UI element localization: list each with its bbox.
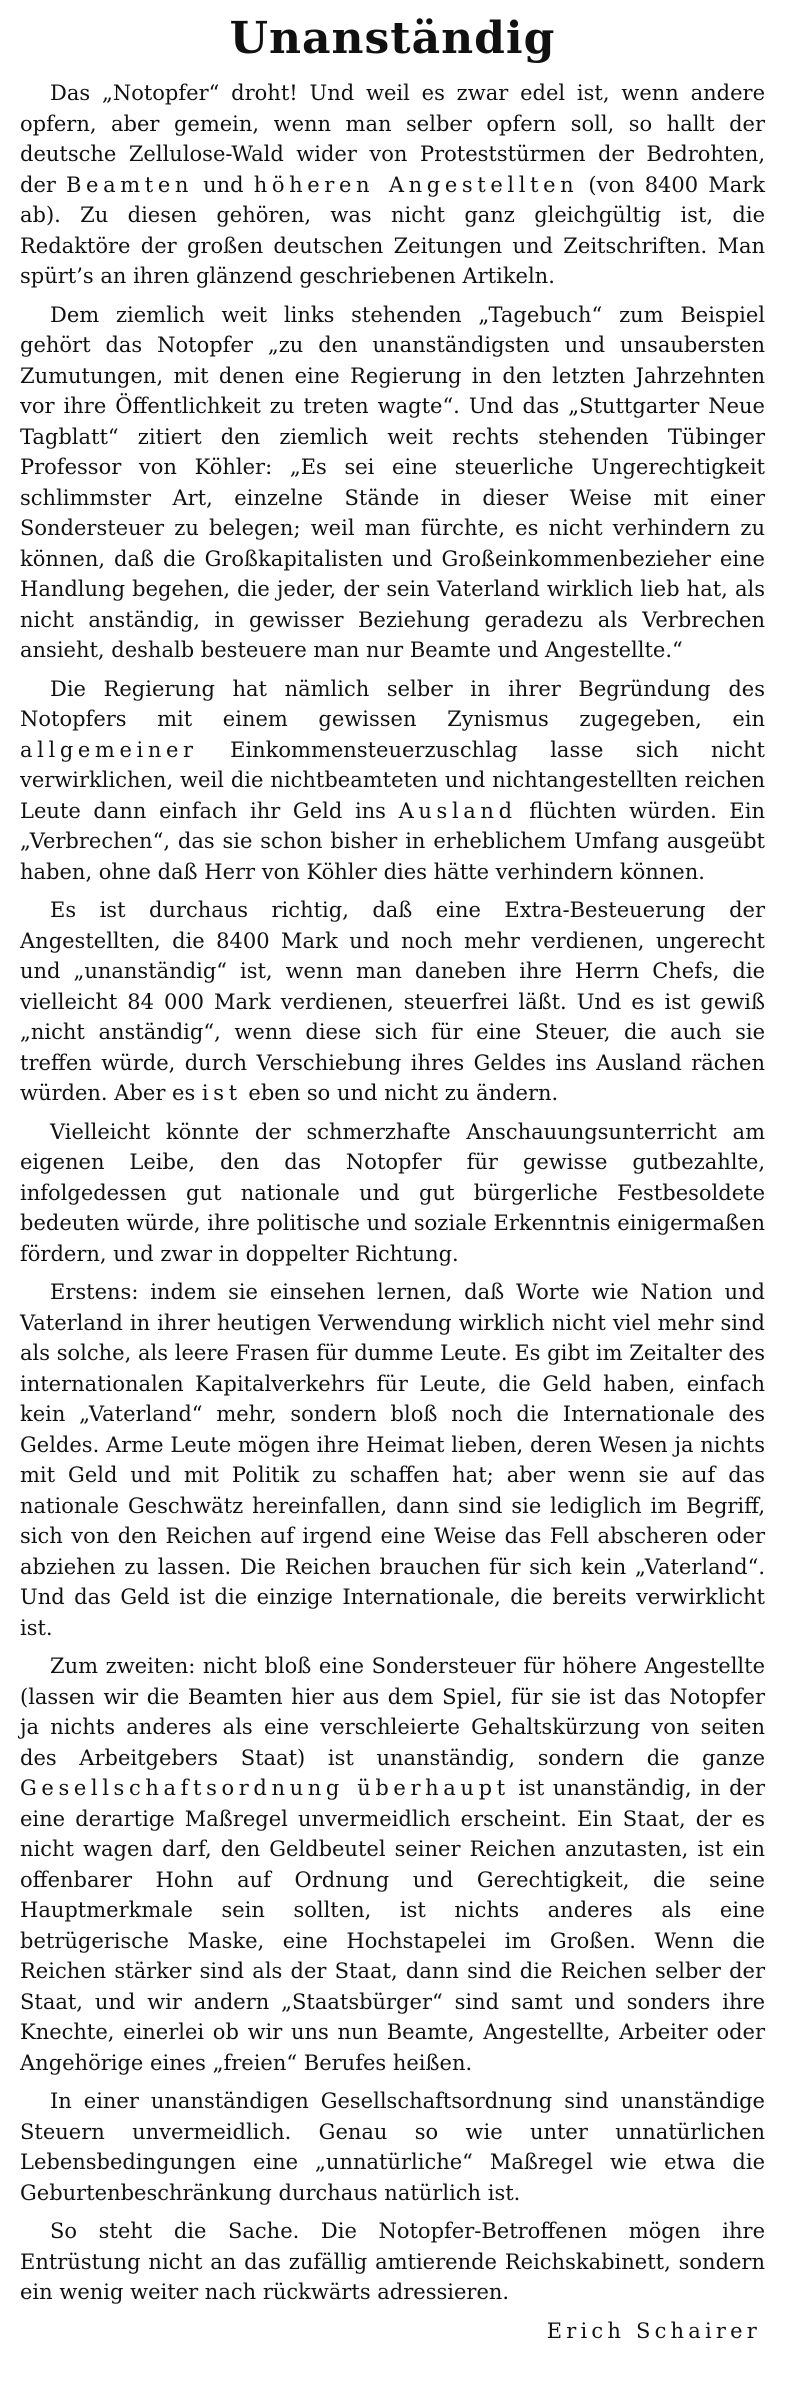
letterspaced-emphasis: Gesellschaftsordnung überhaupt xyxy=(20,1776,510,1800)
article-paragraph xyxy=(20,895,765,1109)
paragraph-text: In einer unanständigen Gesellschaftsordnung sind unanständige Steuern unvermeidlich. Genau so wie unter unnatürlichen Lebensbedingungen eine „unnatürliche“ Maßregel wie etwa die Geburtenbeschränkung durchaus natürlich ist. xyxy=(20,2089,765,2205)
article-paragraph xyxy=(20,2216,765,2308)
paragraph-text: (von 8400 Mark ab). Zu diesen gehören, was nicht ganz gleichgültig ist, die Redaktöre der großen deutschen Zeitungen und Zeitschriften. Man spürt’s an ihren glänzend geschriebenen Artikeln. xyxy=(20,172,766,288)
paragraph-text: eben so und nicht zu ändern. xyxy=(241,1081,559,1105)
paragraph-text: Es ist durchaus richtig, daß eine Extra-Besteuerung der Angestellten, die 8400 Mark und noch mehr verdienen, ungerecht und „unanständig“ ist, wenn man daneben ihre Herrn Chefs, die vielleicht 84 000 Mark verdienen, steuerfrei läßt. Und es ist gewiß „nicht anständig“, wenn diese sich für eine Steuer, die auch sie treffen würde, durch Verschiebung ihres Geldes ins Ausland rächen würden. Aber es xyxy=(20,898,765,1105)
paragraph-text: Zum zweiten: nicht bloß eine Sondersteuer für höhere Angestellte (lassen wir die Beamten hier aus dem Spiel, für sie ist das Notopfer ja nichts anderes als eine verschleierte Gehaltskürzung von seiten des Arbeitgebers Staat) ist unanständig, sondern die ganze xyxy=(20,1654,765,1770)
paragraph-text: Erstens: indem sie einsehen lernen, daß Worte wie Nation und Vaterland in ihrer heutigen Verwendung wirklich nicht viel mehr sind als solche, als leere Frasen für dumme Leute. Es gibt im Zeitalter des internationalen Kapitalverkehrs für Leute, die Geld haben, einfach kein „Vaterland“ mehr, sondern bloß noch die Internationale des Geldes. Arme Leute mögen ihre Heimat lieben, deren Wesen ja nichts mit Geld und mit Politik zu schaffen hat; aber wenn sie auf das nationale Geschwätz hereinfallen, dann sind sie lediglich im Begriff, sich von den Reichen auf irgend eine Weise das Fell abscheren oder abziehen zu lassen. Die Reichen brauchen für sich kein „Vaterland“. Und das Geld ist die einzige Internationale, die bereits verwirklicht ist. xyxy=(20,1280,765,1640)
paragraph-text: Dem ziemlich weit links stehenden „Tagebuch“ zum Beispiel gehört das Notopfer „zu den unanständigsten und unsaubersten Zumutungen, mit denen eine Regierung in den letzten Jahrzehnten vor ihre Öffentlichkeit zu treten wagte“. Und das „Stuttgarter Neue Tagblatt“ zitiert den ziemlich weit rechts stehenden Tübinger Professor von Köhler: „Es sei eine steuerliche Ungerechtigkeit schlimmster Art, einzelne Stände in dieser Weise mit einer Sondersteuer zu belegen; weil man fürchte, es nicht verhindern zu können, daß die Großkapitalisten und Großeinkommenbezieher eine Handlung begehen, die jeder, der sein Vaterland wirklich lieb hat, als nicht anständig, in gewisser Beziehung geradezu als Verbrechen ansieht, deshalb besteuere man nur Beamte und Angestellte.“ xyxy=(20,302,765,662)
paragraph-text: Vielleicht könnte der schmerzhafte Anschauungsunterricht am eigenen Leibe, den das Notopfer für gewisse gutbezahlte, infolgedessen gut nationale und gut bürgerliche Festbesoldete bedeuten würde, ihre politische und soziale Erkenntnis einigermaßen fördern, und zwar in doppelter Richtung. xyxy=(20,1119,765,1266)
article-paragraph xyxy=(20,1651,765,2078)
article-paragraph xyxy=(20,1117,765,1270)
author-signature: Erich Schairer xyxy=(546,2318,761,2343)
paragraph-text: und xyxy=(193,172,254,197)
article-paragraph xyxy=(20,300,765,666)
paragraph-text: flüchten würden. Ein „Verbrechen“, das sie schon bisher in erheblichem Umfang ausgeübt haben, ohne daß Herr von Köhler dies hätte verhindern können. xyxy=(20,798,765,884)
article-title: Unanständig xyxy=(229,13,556,64)
letterspaced-emphasis: höheren Angestellten xyxy=(253,172,579,197)
article-body xyxy=(20,78,765,2308)
article-paragraph xyxy=(20,1277,765,1643)
letterspaced-emphasis: Beamten xyxy=(66,172,194,197)
paragraph-text: Das „Notopfer“ droht! Und weil es zwar edel ist, wenn andere opfern, aber gemein, wenn man selber opfern soll, so hallt der deutsche Zellulose-Wald wider von Proteststürmen der Bedrohten, der xyxy=(20,81,765,197)
article-paragraph xyxy=(20,674,765,888)
paragraph-text: ist unanständig, in der eine derartige Maßregel unvermeidlich erscheint. Ein Staat, der es nicht wagen darf, den Geldbeutel seiner Reichen anzutasten, ist ein offenbarer Hohn auf Ordnung und Gerechtigkeit, die seine Hauptmerkmale sein sollten, ist nichts anderes als eine betrügerische Maske, eine Hochstapelei im Großen. Wenn die Reichen stärker sind als der Staat, dann sind die Reichen selber der Staat, und wir andern „Staatsbürger“ sind samt und sonders ihre Knechte, einerlei ob wir uns nun Beamte, Angestellte, Arbeiter oder Angehörige eines „freien“ Berufes heißen. xyxy=(20,1776,765,2075)
letterspaced-emphasis: allgemeiner xyxy=(20,737,198,762)
letterspaced-emphasis: ist xyxy=(201,1081,242,1105)
letterspaced-emphasis: Ausland xyxy=(398,798,517,823)
paragraph-text: Die Regierung hat nämlich selber in ihrer Begründung des Notopfers mit einem gewissen Zynismus zugegeben, ein xyxy=(20,676,765,731)
paragraph-text: So steht die Sache. Die Notopfer-Betroffenen mögen ihre Entrüstung nicht an das zufällig amtierende Reichskabinett, sondern ein wenig weiter nach rückwärts adressieren. xyxy=(20,2219,765,2304)
article-paragraph xyxy=(20,78,765,292)
article-paragraph xyxy=(20,2086,765,2208)
paragraph-text: Einkommensteuerzuschlag lasse sich nicht verwirklichen, weil die nichtbeamteten und nichtangestellten reichen Leute dann einfach ihr Geld ins xyxy=(20,737,765,823)
